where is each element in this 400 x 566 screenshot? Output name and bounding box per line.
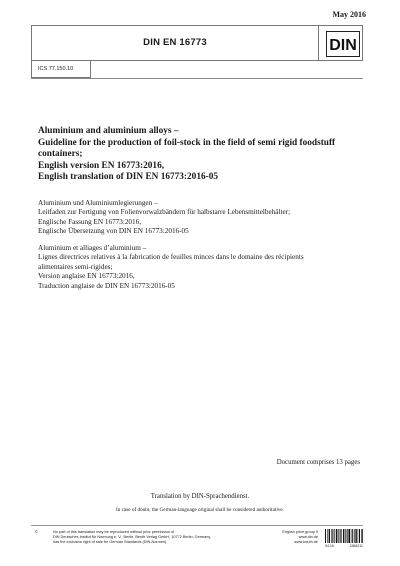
title-fr-line: Lignes directrices relatives à la fabrication de feuilles minces dans le domaine des récipients	[38, 253, 304, 262]
title-de-line: Aluminium und Aluminiumlegierungen –	[38, 199, 158, 207]
title-en-line: Aluminium and aluminium alloys –	[38, 126, 179, 136]
divider-rule	[31, 78, 363, 79]
title-en-line: English version EN 16773:2016,	[38, 160, 165, 171]
din-logo	[326, 31, 360, 57]
header-box	[31, 25, 363, 61]
page-count-note: Document comprises 13 pages	[276, 459, 360, 466]
copyright-line: No part of this translation may be reproduced without prior permission of	[53, 530, 175, 534]
price-group: English price group 9	[282, 530, 318, 534]
header-divider	[318, 26, 319, 60]
title-en-line: containers;	[38, 149, 83, 159]
copyright-sign: ©	[35, 530, 38, 534]
title-fr-line: alimentaires semi-rigides;	[38, 262, 113, 271]
ics-code: ICS 77.150.10	[38, 66, 74, 72]
publication-date: May 2016	[332, 10, 366, 19]
title-fr-line: Traduction anglaise de DIN EN 16773:2016-05	[38, 281, 175, 290]
copyright-line: DIN Deutsches Institut für Normung e. V., Berlin. Beuth Verlag GmbH, 10772 Berlin, Germany,	[53, 535, 212, 539]
title-german	[38, 199, 360, 237]
title-french	[38, 244, 360, 291]
title-de-line: Englische Fassung EN 16773:2016,	[38, 217, 142, 226]
title-english	[38, 126, 360, 184]
din-logo-text: DIN	[329, 37, 357, 54]
document-number: DIN EN 16773	[143, 37, 207, 48]
barcode	[325, 529, 363, 543]
title-de-line: Leitfaden zur Fertigung von Folienvorwalzbändern für halbstarre Lebensmittelbehälter;	[38, 208, 291, 217]
barcode-caption	[325, 544, 363, 548]
barcode-number: 2484211	[349, 544, 363, 548]
title-fr-line: Aluminium et alliages d’aluminium –	[38, 244, 147, 252]
title-fr-line: Version anglaise EN 16773:2016,	[38, 272, 135, 281]
barcode-date: 04.16	[325, 544, 334, 548]
title-en-line: Guideline for the production of foil-stock in the field of semi rigid foodstuff	[38, 137, 336, 148]
beuth-website-link[interactable]: www.beuth.de	[294, 540, 318, 544]
din-website-link[interactable]: www.din.de	[298, 535, 318, 539]
title-en-line: English translation of DIN EN 16773:2016-05	[38, 172, 219, 182]
footer-rule	[31, 525, 363, 526]
copyright-line: has the exclusive right of sale for German Standards (DIN-Normen).	[53, 540, 168, 544]
translation-credit: Translation by DIN-Sprachendienst.	[150, 493, 250, 500]
authority-note: In case of doubt, the German-language original shall be considered authoritative.	[116, 507, 284, 513]
title-de-line: Englische Übersetzung von DIN EN 16773:2016-05	[38, 227, 189, 236]
price-and-links	[268, 530, 318, 545]
